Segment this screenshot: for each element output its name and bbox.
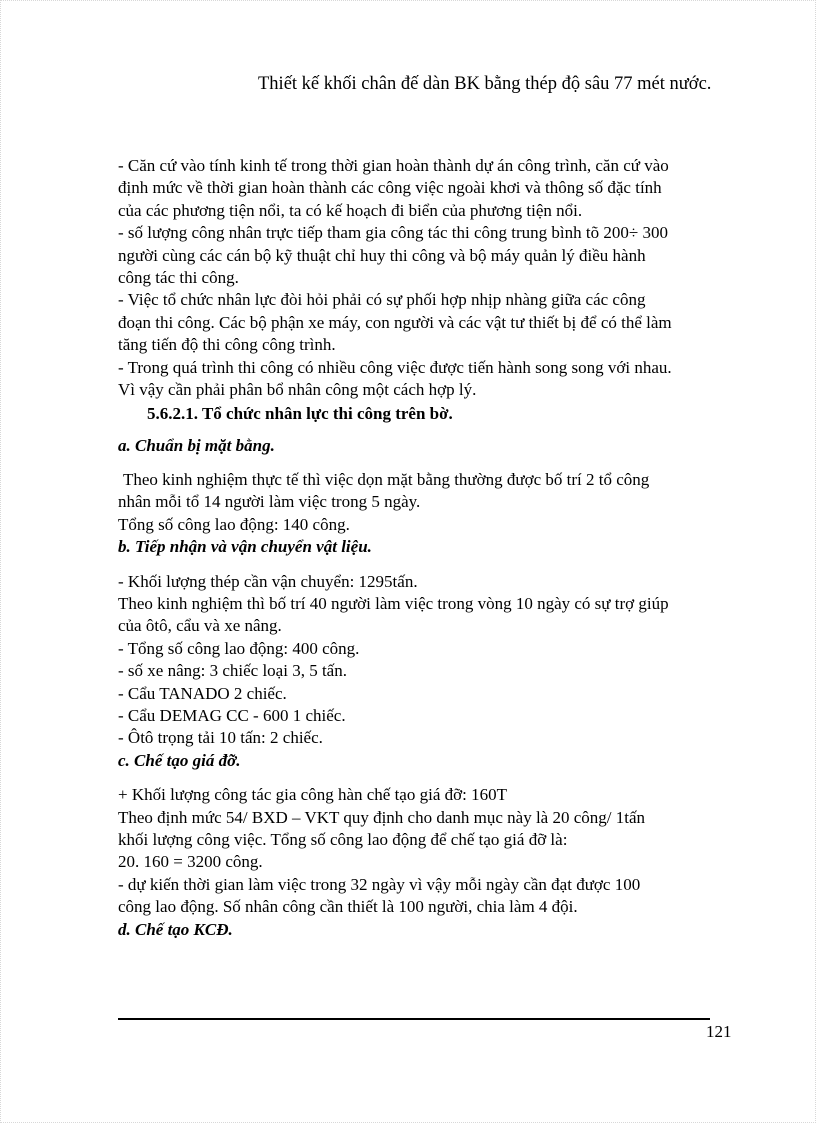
- subsection-heading-b: b. Tiếp nhận và vận chuyển vật liệu.: [118, 537, 372, 557]
- section-heading: 5.6.2.1. Tổ chức nhân lực thi công trên bờ.: [147, 404, 453, 424]
- text-line: - Căn cứ vào tính kinh tế trong thời gian hoàn thành dự án công trình, căn cứ vào: [118, 156, 669, 175]
- subsection-b-body: [118, 571, 738, 750]
- subsection-heading-d: d. Chế tạo KCĐ.: [118, 919, 233, 939]
- subsection-a-body: [118, 469, 738, 536]
- text-line: - Cẩu TANADO 2 chiếc.: [118, 683, 287, 703]
- text-line: công lao động. Số nhân công cần thiết là 100 người, chia làm 4 đội.: [118, 897, 578, 917]
- text-line: công tác thi công.: [118, 267, 239, 287]
- text-line: Theo kinh nghiệm thực tế thì việc dọn mặt bằng thường được bố trí 2 tổ công: [123, 470, 650, 490]
- text-line: tăng tiến độ thi công công trình.: [118, 335, 336, 355]
- text-line: - Cẩu DEMAG CC - 600 1 chiếc.: [118, 705, 346, 725]
- text-line: Tổng số công lao động: 140 công.: [118, 514, 350, 534]
- page-header: Thiết kế khối chân đế dàn BK bằng thép độ sâu 77 mét nước.: [258, 74, 712, 94]
- text-line: nhân mỗi tổ 14 người làm việc trong 5 ngày.: [118, 492, 421, 512]
- text-line: Vì vậy cần phải phân bổ nhân công một cách hợp lý.: [118, 379, 477, 399]
- text-line: đoạn thi công. Các bộ phận xe máy, con người và các vật tư thiết bị để có thể làm: [118, 312, 672, 332]
- text-line: khối lượng công việc. Tổng số công lao động để chế tạo giá đỡ là:: [118, 829, 568, 849]
- text-line: - số xe nâng: 3 chiếc loại 3, 5 tấn.: [118, 661, 347, 681]
- text-line: 20. 160 = 3200 công.: [118, 852, 263, 872]
- text-line: - Ôtô trọng tải 10 tấn: 2 chiếc.: [118, 728, 323, 748]
- text-line: người cùng các cán bộ kỹ thuật chỉ huy thi công và bộ máy quản lý điều hành: [118, 245, 646, 265]
- footer-rule: [118, 1018, 710, 1020]
- text-line: - số lượng công nhân trực tiếp tham gia công tác thi công trung bình tõ 200÷ 300: [118, 223, 668, 243]
- text-line: Theo định mức 54/ BXD – VKT quy định cho danh mục này là 20 công/ 1tấn: [118, 807, 646, 827]
- document-body: [118, 155, 738, 941]
- text-line: Theo kinh nghiệm thì bố trí 40 người làm việc trong vòng 10 ngày có sự trợ giúp: [118, 594, 669, 614]
- text-line: định mức về thời gian hoàn thành các công việc ngoài khơi và thông số đặc tính: [118, 178, 662, 198]
- subsection-heading-c: c. Chế tạo giá đỡ.: [118, 750, 241, 770]
- intro-paragraphs: [118, 155, 738, 401]
- subsection-heading-a: a. Chuẩn bị mặt bằng.: [118, 435, 275, 455]
- page-number: 121: [706, 1022, 732, 1041]
- text-line: - dự kiến thời gian làm việc trong 32 ngày vì vậy mỗi ngày cần đạt được 100: [118, 874, 641, 894]
- text-line: của các phương tiện nổi, ta có kế hoạch đi biển của phương tiện nổi.: [118, 200, 583, 220]
- subsection-c-body: [118, 784, 738, 918]
- text-line: - Tổng số công lao động: 400 công.: [118, 638, 360, 658]
- text-line: + Khối lượng công tác gia công hàn chế tạo giá đỡ: 160T: [118, 785, 507, 805]
- text-line: - Việc tổ chức nhân lực đòi hỏi phải có sự phối hợp nhịp nhàng giữa các công: [118, 290, 646, 310]
- text-line: của ôtô, cẩu và xe nâng.: [118, 616, 282, 636]
- text-line: - Trong quá trình thi công có nhiều công việc được tiến hành song song với nhau.: [118, 357, 672, 377]
- text-line: - Khối lượng thép cần vận chuyển: 1295tấn.: [118, 571, 418, 591]
